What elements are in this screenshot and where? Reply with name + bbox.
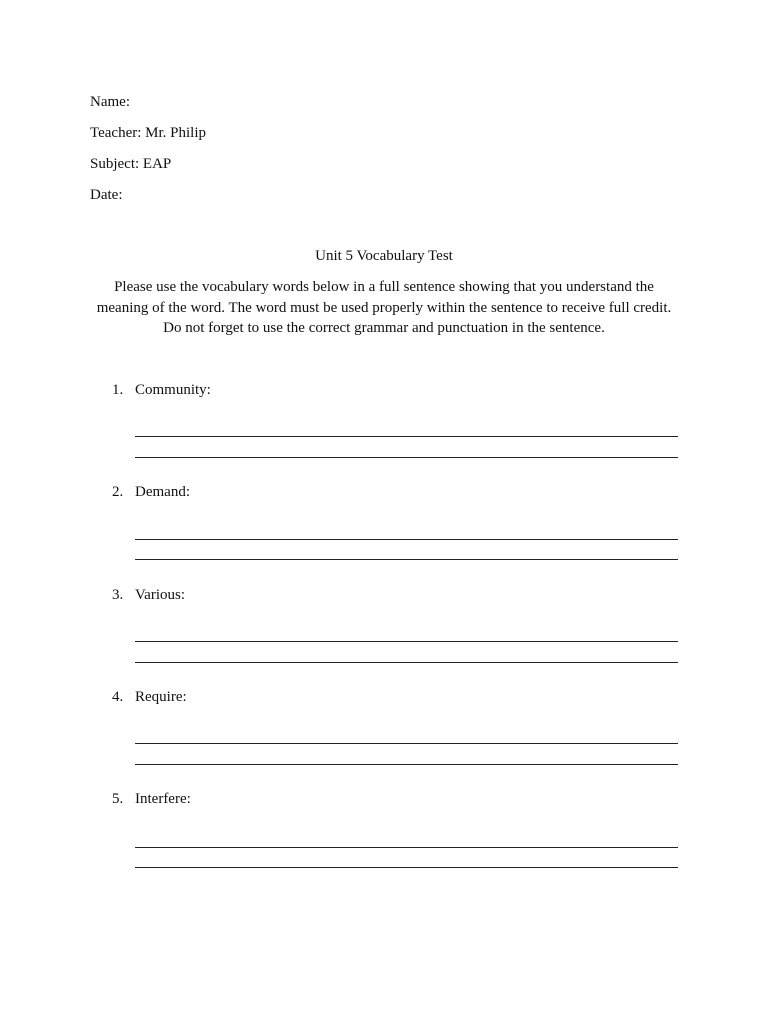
answer-line[interactable] — [135, 457, 678, 458]
item-number: 4. — [112, 689, 124, 705]
vocab-item-label — [112, 381, 678, 399]
answer-line[interactable] — [135, 743, 678, 744]
vocab-item-5 — [112, 790, 678, 808]
vocab-item-3 — [112, 586, 678, 604]
item-number: 2. — [112, 484, 124, 500]
item-number: 5. — [112, 791, 124, 807]
subject-field: Subject: EAP — [90, 156, 172, 172]
answer-line[interactable] — [135, 764, 678, 765]
vocab-item-label — [112, 586, 678, 604]
answer-line[interactable] — [135, 641, 678, 642]
student-info-header — [90, 93, 206, 217]
answer-line[interactable] — [135, 662, 678, 663]
vocab-word: Various: — [135, 587, 185, 603]
vocab-word: Interfere: — [135, 791, 191, 807]
vocab-word: Require: — [135, 689, 187, 705]
vocab-item-label — [112, 483, 678, 501]
instructions: Please use the vocabulary words below in a full sentence showing that you understand the meaning of the word. The word must be used properly within the sentence to receive full credit. Do not forget to use the correct grammar and punctuation in the sentence. — [96, 279, 672, 336]
date-field: Date: — [90, 187, 123, 203]
vocab-item-4 — [112, 688, 678, 706]
test-title: Unit 5 Vocabulary Test — [315, 248, 453, 264]
vocab-item-1 — [112, 381, 678, 399]
vocab-word: Demand: — [135, 484, 190, 500]
answer-line[interactable] — [135, 847, 678, 848]
answer-line[interactable] — [135, 559, 678, 560]
answer-line[interactable] — [135, 867, 678, 868]
answer-line[interactable] — [135, 539, 678, 540]
vocab-item-2 — [112, 483, 678, 501]
answer-line[interactable] — [135, 436, 678, 437]
teacher-field: Teacher: Mr. Philip — [90, 125, 207, 141]
vocab-word: Community: — [135, 382, 211, 398]
item-number: 1. — [112, 382, 124, 398]
item-number: 3. — [112, 587, 124, 603]
name-field: Name: — [90, 94, 130, 110]
vocab-item-label — [112, 790, 678, 808]
vocab-item-label — [112, 688, 678, 706]
